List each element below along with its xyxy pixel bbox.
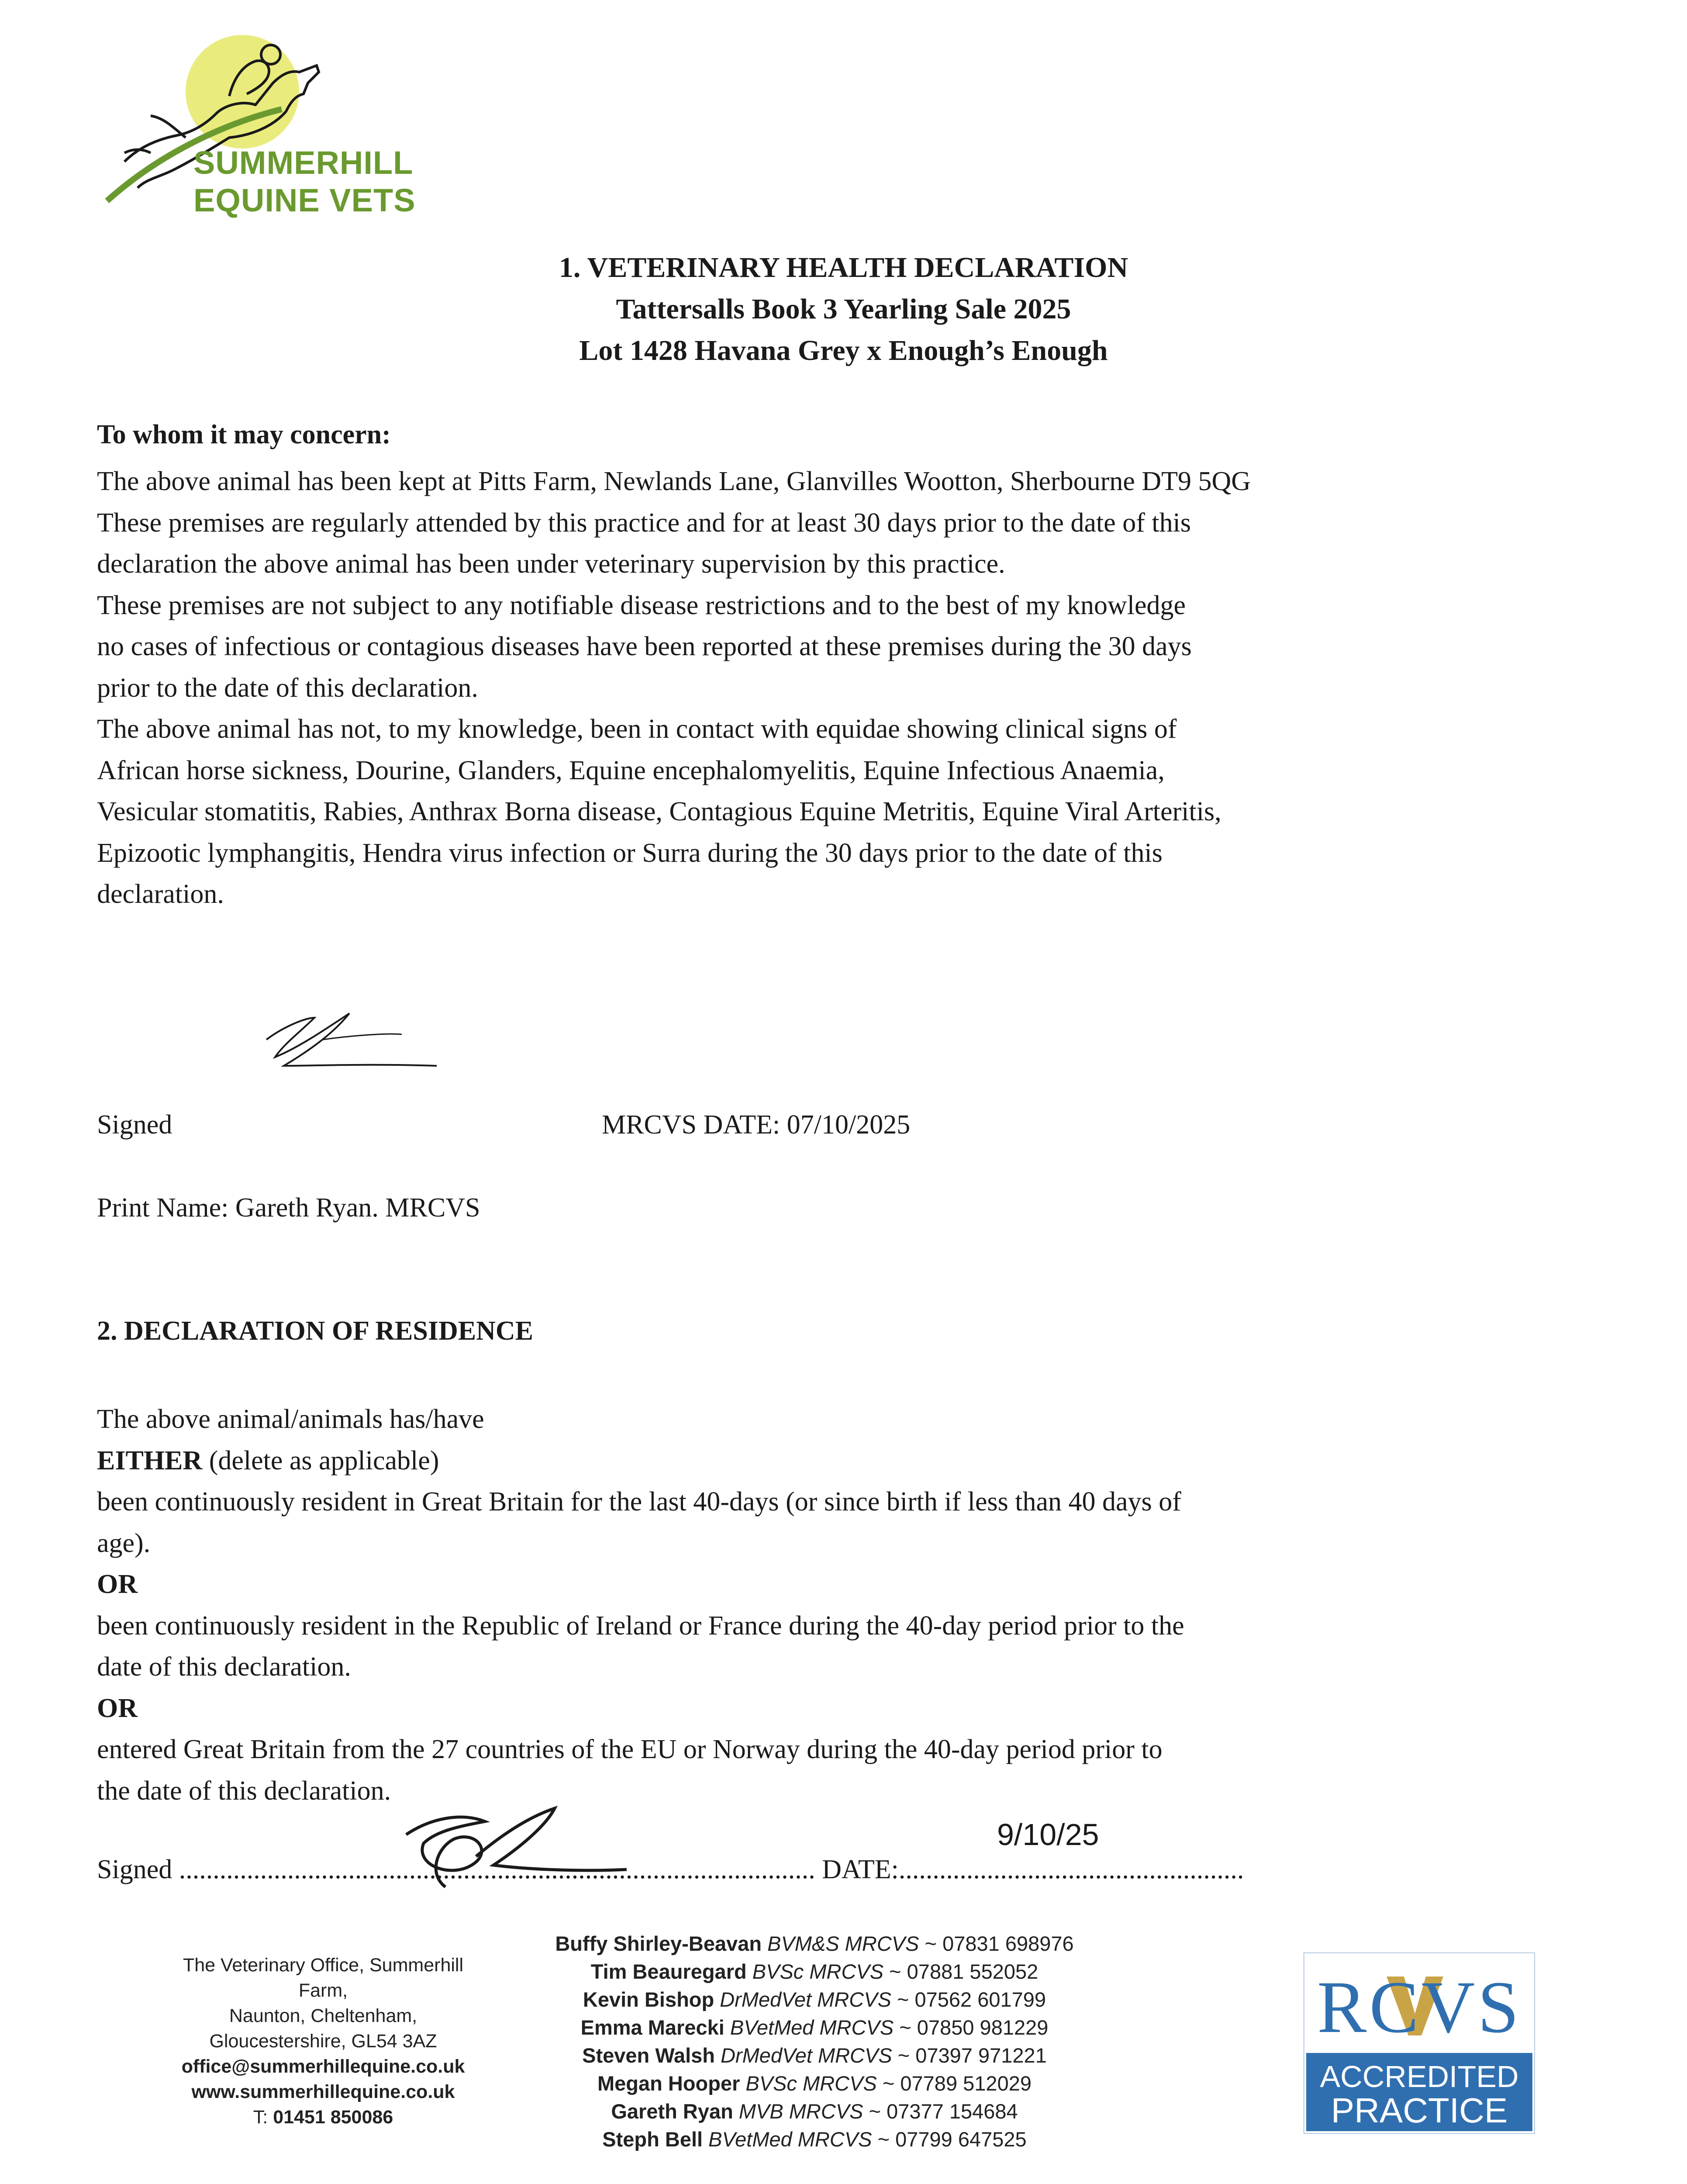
option3-line: the date of this declaration. [97, 1776, 391, 1806]
lot-title: Lot 1428 Havana Grey x Enough’s Enough [579, 335, 1108, 366]
vet-name: Steven Walsh [582, 2044, 715, 2067]
vet-entry [498, 2014, 1131, 2042]
vet-phone: ~ 07789 512029 [876, 2072, 1032, 2095]
declaration-line: Vesicular stomatitis, Rabies, Anthrax Borna disease, Contagious Equine Metritis, Equine Viral Arteritis, [97, 797, 1221, 826]
handwritten-date: 9/10/25 [997, 1818, 1099, 1852]
rcvs-practice-text: PRACTICE [1331, 2091, 1508, 2130]
vets-list [498, 1930, 1131, 2153]
vet-name: Megan Hooper [597, 2072, 740, 2095]
vet-entry [498, 2098, 1131, 2125]
practice-phone [131, 2105, 515, 2130]
vet-entry [498, 2042, 1131, 2070]
option1-line: been continuously resident in Great Britain for the last 40-days (or since birth if less than 40 days of [97, 1487, 1181, 1517]
signed-label-1: Signed [97, 1110, 172, 1140]
vet-qualification: BVM&S MRCVS [767, 1932, 919, 1955]
logo-text-line1: SUMMERHILL [193, 145, 414, 181]
address-line: Gloucestershire, GL54 3AZ [209, 2031, 437, 2052]
declaration-line: These premises are regularly attended by this practice and for at least 30 days prior to the date of this [97, 508, 1191, 538]
salutation: To whom it may concern: [97, 420, 391, 449]
residence-intro: The above animal/animals has/have [97, 1404, 484, 1434]
vet-entry [498, 1958, 1131, 1986]
declaration-line: These premises are not subject to any notifiable disease restrictions and to the best of my knowledge [97, 590, 1186, 620]
vet-phone: ~ 07562 601799 [891, 1988, 1046, 2011]
mrcvs-date: MRCVS DATE: 07/10/2025 [602, 1110, 911, 1140]
vet-qualification: MVB MRCVS [738, 2100, 863, 2123]
print-name: Print Name: Gareth Ryan. MRCVS [97, 1193, 480, 1223]
or-label: OR [97, 1693, 138, 1723]
option2-line: been continuously resident in the Republic of Ireland or France during the 40-day period prior to the [97, 1610, 1184, 1641]
vet-qualification: BVSc MRCVS [745, 2072, 877, 2095]
rcvs-accredited-badge [1304, 1952, 1535, 2134]
sale-title: Tattersalls Book 3 Yearling Sale 2025 [616, 293, 1071, 325]
vet-qualification: BVetMed MRCVS [730, 2016, 894, 2039]
vet-name: Tim Beauregard [590, 1960, 747, 1983]
address-line: Farm, [298, 1980, 348, 2001]
residence-heading: 2. DECLARATION OF RESIDENCE [97, 1316, 534, 1346]
declaration-line: declaration the above animal has been under veterinary supervision by this practice. [97, 549, 1005, 579]
option1-line: age). [97, 1528, 151, 1558]
vet-phone: ~ 07881 552052 [883, 1960, 1038, 1983]
declaration-line: The above animal has not, to my knowledge, been in contact with equidae showing clinical signs of [97, 714, 1177, 744]
rcvs-accredited-text: ACCREDITED [1320, 2060, 1519, 2094]
vet-name: Steph Bell [602, 2128, 703, 2151]
vet-phone: ~ 07831 698976 [919, 1932, 1074, 1955]
vet-phone: ~ 07850 981229 [894, 2016, 1049, 2039]
address-line: Naunton, Cheltenham, [229, 2005, 417, 2026]
vet-qualification: DrMedVet MRCVS [720, 1988, 891, 2011]
document-title: 1. VETERINARY HEALTH DECLARATION [559, 252, 1128, 283]
declaration-line: declaration. [97, 879, 224, 909]
declaration-line: prior to the date of this declaration. [97, 673, 478, 703]
vet-phone: ~ 07377 154684 [863, 2100, 1018, 2123]
vet-signature-2 [397, 1800, 642, 1904]
signed-date-line: Signed .............................................................................................. DATE:................................................... [97, 1855, 1244, 1884]
health-declaration-text [97, 461, 1251, 915]
either-label: EITHER [97, 1445, 203, 1476]
residence-text [97, 1399, 1184, 1811]
vet-qualification: BVSc MRCVS [752, 1960, 884, 1983]
vet-signature-1 [258, 1000, 450, 1088]
practice-website[interactable]: www.summerhillequine.co.uk [191, 2081, 455, 2102]
address-line: The Veterinary Office, Summerhill [183, 1955, 464, 1976]
vet-entry [498, 2070, 1131, 2098]
vet-phone: ~ 07397 971221 [892, 2044, 1047, 2067]
logo-text-line2: EQUINE VETS [193, 182, 416, 218]
practice-email[interactable]: office@summerhillequine.co.uk [181, 2056, 465, 2077]
either-note: (delete as applicable) [202, 1445, 439, 1476]
vet-phone: ~ 07799 647525 [872, 2128, 1027, 2151]
vet-qualification: DrMedVet MRCVS [721, 2044, 892, 2067]
company-logo [98, 17, 430, 218]
vet-name: Kevin Bishop [583, 1988, 714, 2011]
vet-name: Gareth Ryan [611, 2100, 733, 2123]
rcvs-logo-text: RCVS [1317, 1966, 1522, 2048]
option2-line: date of this declaration. [97, 1652, 351, 1682]
phone-label: T: [253, 2107, 273, 2128]
vet-name: Buffy Shirley-Beavan [555, 1932, 762, 1955]
declaration-line: African horse sickness, Dourine, Glanders, Equine encephalomyelitis, Equine Infectious Anaemia, [97, 755, 1165, 785]
vet-entry [498, 1930, 1131, 1958]
option3-line: entered Great Britain from the 27 countries of the EU or Norway during the 40-day period prior to [97, 1735, 1163, 1764]
either-line [97, 1440, 1184, 1482]
declaration-line: Epizootic lymphangitis, Hendra virus infection or Surra during the 30 days prior to the date of this [97, 838, 1163, 868]
declaration-line: no cases of infectious or contagious diseases have been reported at these premises during the 30 days [97, 632, 1192, 661]
declaration-line: The above animal has been kept at Pitts Farm, Newlands Lane, Glanvilles Wootton, Sherbourne DT9 5QG [97, 467, 1251, 496]
vet-qualification: BVetMed MRCVS [708, 2128, 872, 2151]
vet-entry [498, 2125, 1131, 2153]
phone-number: 01451 850086 [273, 2107, 393, 2128]
vet-name: Emma Marecki [580, 2016, 724, 2039]
or-label: OR [97, 1569, 138, 1599]
practice-address [131, 1952, 515, 2130]
vet-entry [498, 1986, 1131, 2014]
